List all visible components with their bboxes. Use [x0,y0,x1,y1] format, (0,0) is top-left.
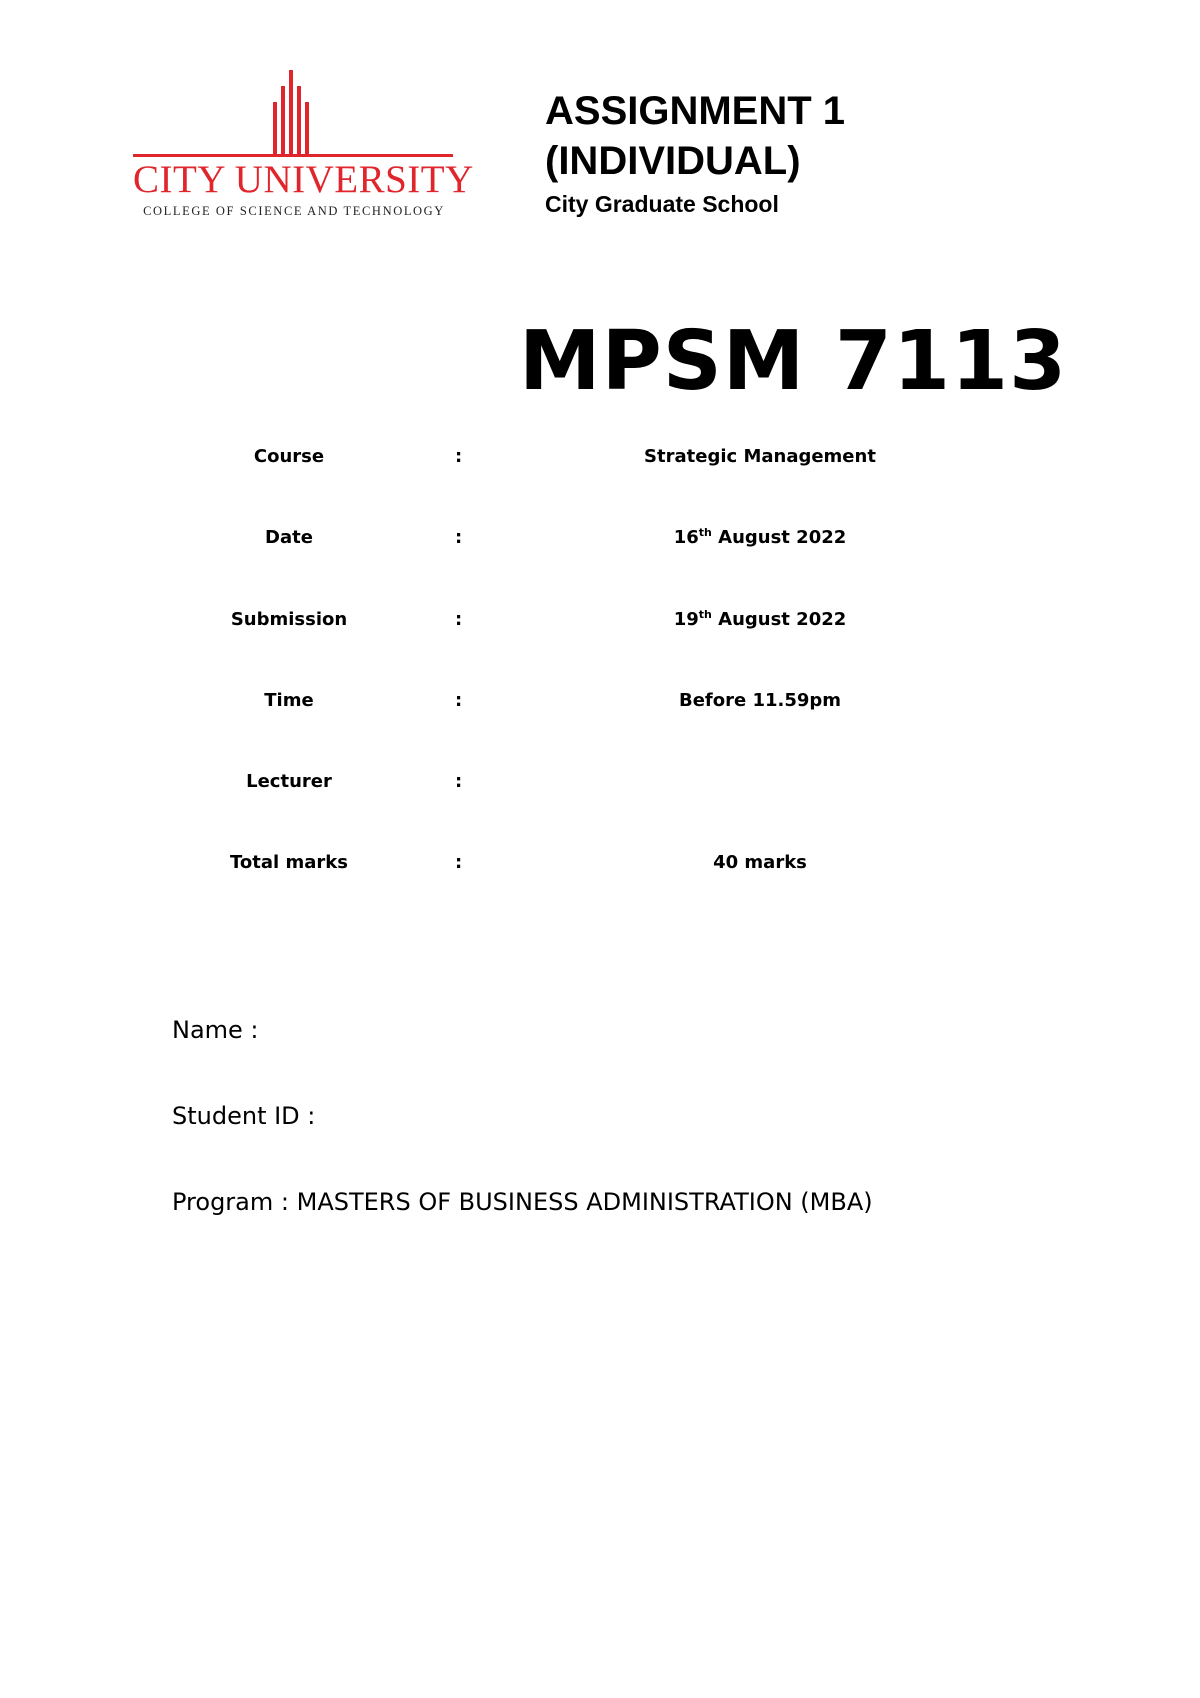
info-colon: : [455,771,463,792]
logo-wordmark: CITY UNIVERSITY [133,158,474,201]
info-value [600,609,920,630]
student-id-label: Student ID : [172,1102,316,1130]
info-label: Date [265,527,313,548]
info-value: 40 marks [713,852,807,873]
info-colon: : [455,690,463,711]
info-colon: : [455,852,463,873]
student-program-label: Program : MASTERS OF BUSINESS ADMINISTRATION (MBA) [172,1188,873,1216]
school-name: City Graduate School [545,191,779,217]
building-towers-icon [133,68,458,160]
info-label: Submission [230,609,348,630]
info-label: Time [264,690,314,711]
info-label: Lecturer [246,771,332,792]
info-label: Total marks [230,852,348,873]
info-row-time [0,690,1200,720]
submission-day: 19 [673,609,699,630]
info-row-submission [0,609,1200,639]
date-suffix: th [698,526,712,539]
assignment-title-line2: (INDIVIDUAL) [545,139,801,183]
assignment-title-line1: ASSIGNMENT 1 [545,89,846,133]
course-code: MPSM 7113 [519,314,1068,409]
info-row-total-marks [0,852,1200,882]
info-value: Before 11.59pm [678,690,842,711]
info-colon: : [455,609,463,630]
info-row-date [0,527,1200,557]
student-name-label: Name : [172,1016,259,1044]
info-colon: : [455,527,463,548]
date-day: 16 [673,527,699,548]
info-value [600,527,920,548]
assignment-title [545,86,845,186]
info-label: Course [253,446,325,467]
submission-suffix: th [698,608,712,621]
submission-rest: August 2022 [711,609,847,630]
info-row-lecturer [0,771,1200,801]
date-rest: August 2022 [711,527,847,548]
university-logo [133,68,474,218]
info-row-course [0,446,1200,476]
logo-subtitle: COLLEGE OF SCIENCE AND TECHNOLOGY [143,204,445,218]
info-colon: : [455,446,463,467]
info-value: Strategic Management [644,446,876,467]
